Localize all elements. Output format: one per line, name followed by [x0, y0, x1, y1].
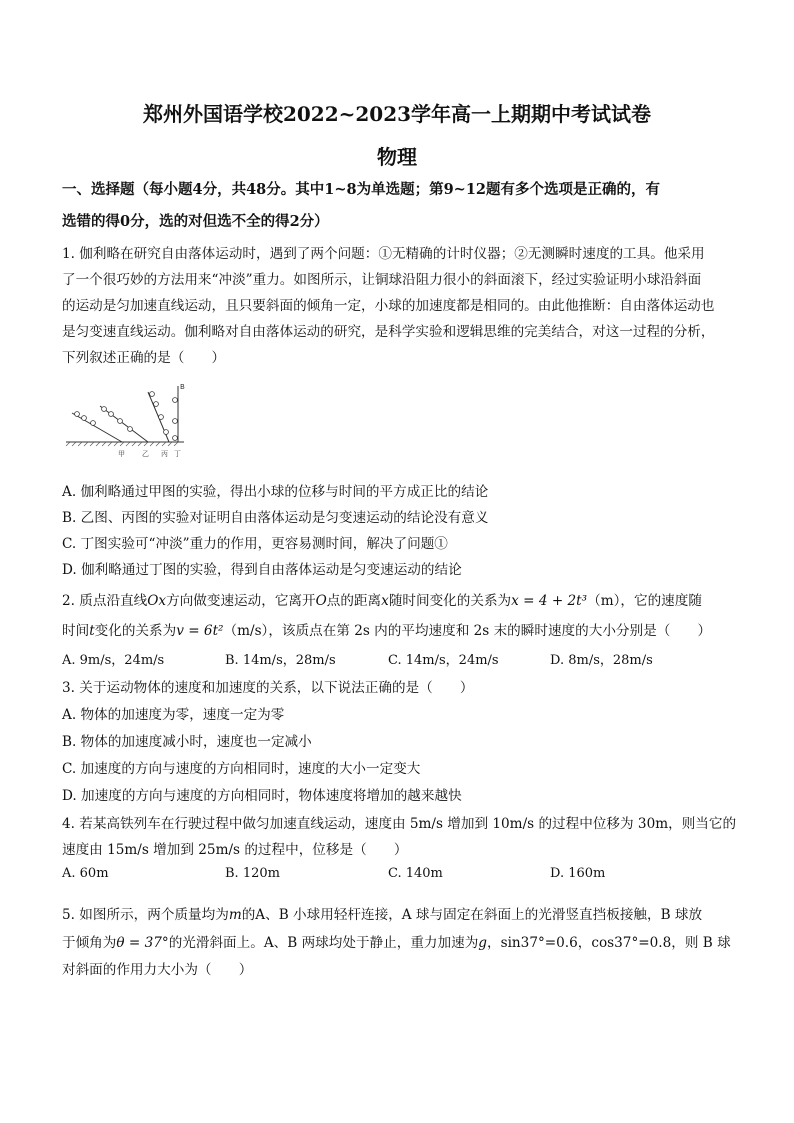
q1-option-c: C. 丁图实验可“冲淡”重力的作用，更容易测时间，解决了问题①	[62, 536, 448, 552]
q1-option-a: A. 伽利略通过甲图的实验，得出小球的位移与时间的平方成正比的结论	[62, 484, 489, 500]
section-heading-line-1: 一、选择题（每小题4分，共48分。其中1~8为单选题；第9~12题有多个选项是正确的，有	[62, 181, 661, 198]
figure-caption: 乙	[142, 450, 149, 458]
q1-option-b: B. 乙图、丙图的实验对证明自由落体运动是匀变速运动的结论没有意义	[62, 510, 489, 526]
q4-option-a: A. 60m	[62, 866, 109, 881]
q2-option-a: A. 9m/s，24m/s	[62, 653, 165, 668]
figure-caption: 甲	[118, 450, 125, 458]
q1-stem-line: 下列叙述正确的是（ ）	[62, 350, 226, 366]
q2-eq1: x = 4 + 2t³	[511, 593, 588, 609]
exam-title: 郑州外国语学校2022~2023学年高一上期期中考试试卷	[142, 102, 652, 126]
q5-stem-line-3: 对斜面的作用力大小为（ ）	[62, 962, 253, 978]
q2-option-b: B. 14m/s，28m/s	[225, 653, 336, 668]
q1-stem-line: 是匀变速直线运动。伽利略对自由落体运动的研究，是科学实验和逻辑思维的完美结合，对这一过程的分析，	[62, 324, 715, 340]
q5-g: g	[478, 935, 487, 951]
q5-m: m	[228, 907, 242, 923]
q2-o: O	[315, 593, 327, 609]
q2-t: t	[89, 623, 95, 639]
q1-stem-line: 的运动是匀加速直线运动，且只要斜面的倾角一定，小球的加速度都是相同的。由此他推断：自由落体运动也	[62, 298, 715, 314]
q2-x: x	[381, 593, 389, 609]
q2-ox: Ox	[147, 593, 167, 609]
q5-stem-line-1: 5. 如图所示，两个质量均为m的A、B 小球用轻杆连接，A 球与固定在斜面上的光滑竖直挡板接触，B 球放	[62, 907, 703, 923]
q4-stem-line: 4. 若某高铁列车在行驶过程中做匀加速直线运动，速度由 5m/s 增加到 10m/s 的过程中位移为 30m，则当它的	[62, 816, 737, 832]
q2-eq2: v = 6t²	[176, 623, 224, 639]
q1-option-d: D. 伽利略通过丁图的实验，得到自由落体运动是匀变速运动的结论	[62, 562, 462, 578]
q2-option-c: C. 14m/s，24m/s	[388, 653, 499, 668]
figure-caption: 丙	[161, 450, 168, 458]
q5-stem-line-2: 于倾角为θ = 37°的光滑斜面上。A、B 两球均处于静止，重力加速为g，sin37°=0.6，cos37°=0.8，则 B 球	[62, 935, 731, 951]
q2-stem-line-1: 2. 质点沿直线Ox方向做变速运动，它离开O点的距离x随时间变化的关系为x = 4 + 2t³（m），它的速度随	[62, 593, 702, 609]
q5-theta: θ = 37°	[116, 935, 169, 951]
q2-option-d: D. 8m/s，28m/s	[550, 653, 653, 668]
q3-option-d: D. 加速度的方向与速度的方向相同时，物体速度将增加的越来越快	[62, 788, 462, 804]
subject-title: 物理	[377, 145, 417, 169]
q1-stem-line: 了一个很巧妙的方法用来“冲淡”重力。如图所示，让铜球沿阻力很小的斜面滚下，经过实验证明小球沿斜面	[62, 272, 702, 288]
incline-yi	[100, 406, 148, 442]
section-heading-line-2: 选错的得0分，选的对但选不全的得2分）	[62, 213, 329, 230]
figure-caption: 丁	[174, 450, 181, 458]
q3-option-b: B. 物体的加速度减小时，速度也一定减小	[62, 734, 312, 750]
q3-option-c: C. 加速度的方向与速度的方向相同时，速度的大小一定变大	[62, 761, 421, 777]
q3-option-a: A. 物体的加速度为零，速度一定为零	[62, 707, 285, 723]
figure-label-b: B	[180, 383, 185, 391]
galileo-incline-figure	[62, 380, 192, 462]
q1-stem-line: 1. 伽利略在研究自由落体运动时，遇到了两个问题：①无精确的计时仪器；②无测瞬时速度的工具。他采用	[62, 246, 705, 262]
q4-option-b: B. 120m	[225, 866, 280, 881]
q2-stem-line-2: 时间t变化的关系为v = 6t²（m/s），该质点在第 2s 内的平均速度和 2s 末的瞬时速度的大小分别是（ ）	[62, 623, 712, 639]
q3-stem: 3. 关于运动物体的速度和加速度的关系，以下说法正确的是（ ）	[62, 680, 474, 696]
q4-stem-line: 速度由 15m/s 增加到 25m/s 的过程中，位移是（ ）	[62, 842, 408, 858]
q4-option-d: D. 160m	[550, 866, 606, 881]
q4-option-c: C. 140m	[388, 866, 443, 881]
